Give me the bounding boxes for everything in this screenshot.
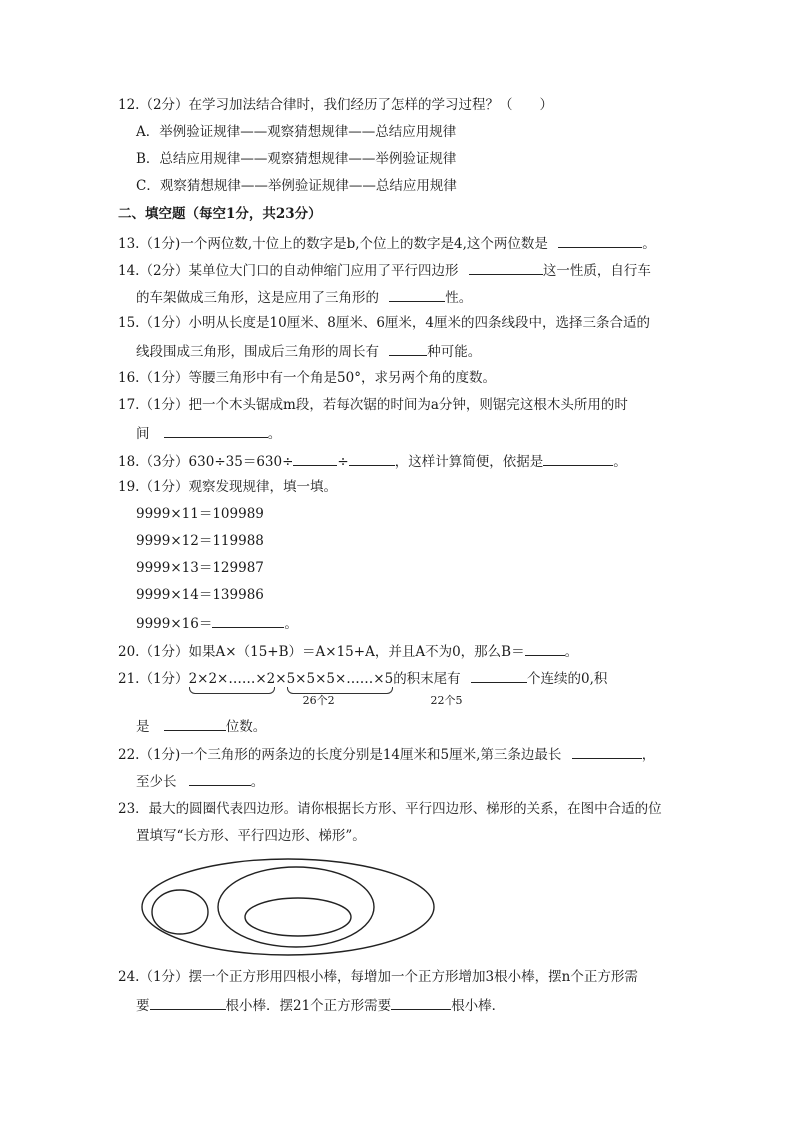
- q13: [118, 233, 656, 253]
- q18-text-a: 18.（3分）630÷35＝630÷: [118, 454, 294, 470]
- q14-text-b: 这一性质，自行车: [542, 263, 651, 279]
- q22-text-b: ，: [641, 747, 656, 763]
- q17-blank[interactable]: [164, 423, 268, 438]
- q21-blank-2[interactable]: [164, 716, 226, 731]
- q18-blank-3[interactable]: [543, 451, 613, 466]
- q20-blank[interactable]: [525, 641, 565, 656]
- q24-text-a: 要: [136, 998, 150, 1014]
- q21-end: 个连续的0,积: [526, 671, 608, 687]
- q24-line1: 24.（1分）摆一个正方形用四根小棒，每增加一个正方形增加3根小棒，摆n个正方形需: [118, 969, 638, 985]
- q18-text-d: 。: [613, 454, 627, 470]
- q14-line1: [118, 260, 651, 280]
- q19-stem: 19.（1分）观察发现规律，填一填。: [118, 479, 338, 495]
- q21-label-1: 26个2: [302, 694, 335, 707]
- q12-option-c: C．观察猜想规律——举例验证规律——总结应用规律: [136, 178, 457, 194]
- q18-text-b: ÷: [337, 454, 349, 470]
- q24-text-c: 根小棒．: [451, 998, 506, 1014]
- q21-blank-1[interactable]: [471, 668, 527, 683]
- q21-line1: [118, 668, 608, 707]
- q20-text-a: 20.（1分）如果A×（15+B）＝A×15+A，并且A不为0，那么B＝: [118, 644, 525, 660]
- q22-text-d: 。: [250, 774, 265, 790]
- q14-line2: [136, 287, 472, 307]
- q14-text-c: 的车架做成三角形，这是应用了三角形的: [136, 290, 379, 306]
- q18-text-c: ，这样计算简便，依据是: [394, 454, 544, 470]
- q15-line1: 15.（1分）小明从长度是10厘米、8厘米、6厘米，4厘米的四条线段中，选择三条合适的: [118, 315, 651, 331]
- q22-text-c: 至少长: [136, 774, 177, 790]
- q14-text-d: 性。: [445, 290, 473, 306]
- q15-text-b: 种可能。: [427, 344, 482, 360]
- q21-label-2: 22个5: [430, 694, 463, 707]
- q21-mid: 的积末尾有: [393, 671, 461, 687]
- q19-row-5: [136, 613, 298, 633]
- q22-line1: [118, 744, 655, 764]
- q21-prefix: 21.（1分）: [118, 671, 189, 687]
- q16: 16.（1分）等腰三角形中有一个角是50°，求另两个角的度数。: [118, 370, 496, 386]
- q14-text-a: 14.（2分）某单位大门口的自动伸缩门应用了平行四边形: [118, 263, 459, 279]
- q21-text-a: 是: [136, 719, 150, 735]
- q12-option-b: B．总结应用规律——观察猜想规律——举例验证规律: [136, 151, 457, 167]
- q22-text-a: 22.（1分)一个三角形的两条边的长度分别是14厘米和5厘米,第三条边最长: [118, 747, 562, 763]
- q17-line1: 17.（1分）把一个木头锯成m段，若每次锯的时间为a分钟，则锯完这根木头所用的时: [118, 397, 628, 413]
- q19-row-2: 9999×12＝119988: [136, 533, 264, 549]
- q22-blank-1[interactable]: [572, 744, 642, 759]
- q14-blank-1[interactable]: [469, 260, 543, 275]
- q24-line2: [136, 995, 505, 1015]
- q15-line2: [136, 341, 481, 361]
- q12-stem: 12.（2分）在学习加法结合律时，我们经历了怎样的学习过程？（ ）: [118, 97, 554, 113]
- q19-end: 。: [284, 616, 298, 632]
- q12-option-a: A．举例验证规律——观察猜想规律——总结应用规律: [136, 124, 457, 140]
- q21-group-1-text: 2×2×……×2: [188, 671, 276, 687]
- q13-end: 。: [642, 236, 656, 252]
- q18-blank-2[interactable]: [349, 451, 395, 466]
- left-small-ellipse[interactable]: [152, 890, 208, 934]
- q19-last: 9999×16＝: [136, 616, 213, 632]
- q21-times: ×: [275, 671, 287, 687]
- q21-text-b: 位数。: [225, 719, 267, 735]
- q22-blank-2[interactable]: [189, 771, 251, 786]
- q19-row-3: 9999×13＝129987: [136, 560, 264, 576]
- q15-blank[interactable]: [389, 341, 427, 356]
- underbrace-2: [287, 687, 394, 694]
- q13-blank[interactable]: [558, 233, 642, 248]
- q18-blank-1[interactable]: [293, 451, 337, 466]
- quadrilateral-venn-diagram: [138, 855, 438, 959]
- q19-row-1: 9999×11＝109989: [136, 506, 264, 522]
- q17-text-a: 间: [136, 426, 150, 442]
- q18: [118, 451, 627, 471]
- q20-text-b: 。: [564, 644, 579, 660]
- middle-ellipse[interactable]: [218, 867, 374, 947]
- inner-ellipse[interactable]: [245, 898, 351, 936]
- q19-blank[interactable]: [212, 613, 284, 628]
- q20: [118, 641, 578, 661]
- q24-blank-2[interactable]: [391, 995, 451, 1010]
- q21-group-1: [188, 670, 335, 707]
- q21-line2: [136, 716, 266, 736]
- q21-group-2-text: 5×5×5×……×5: [286, 671, 394, 687]
- q22-line2: [136, 771, 264, 791]
- q15-text-a: 线段围成三角形，围成后三角形的周长有: [136, 344, 379, 360]
- q17-line2: [136, 423, 281, 443]
- q23-line1: 23．最大的圆圈代表四边形。请你根据长方形、平行四边形、梯形的关系，在图中合适的位: [118, 801, 662, 817]
- quadrilateral-ellipse: [142, 859, 434, 955]
- q19-row-4: 9999×14＝139986: [136, 587, 264, 603]
- q23-line2: 置填写“长方形、平行四边形、梯形”。: [136, 828, 366, 844]
- q17-text-b: 。: [267, 426, 282, 442]
- q13-text: 13.（1分)一个两位数,十位上的数字是b,个位上的数字是4,这个两位数是: [118, 236, 548, 252]
- underbrace-1: [189, 687, 276, 694]
- q24-text-b: 根小棒．摆21个正方形需要: [225, 998, 392, 1014]
- q24-blank-1[interactable]: [150, 995, 226, 1010]
- section-title: 二、填空题（每空1分，共23分）: [118, 206, 322, 222]
- q14-blank-2[interactable]: [389, 287, 445, 302]
